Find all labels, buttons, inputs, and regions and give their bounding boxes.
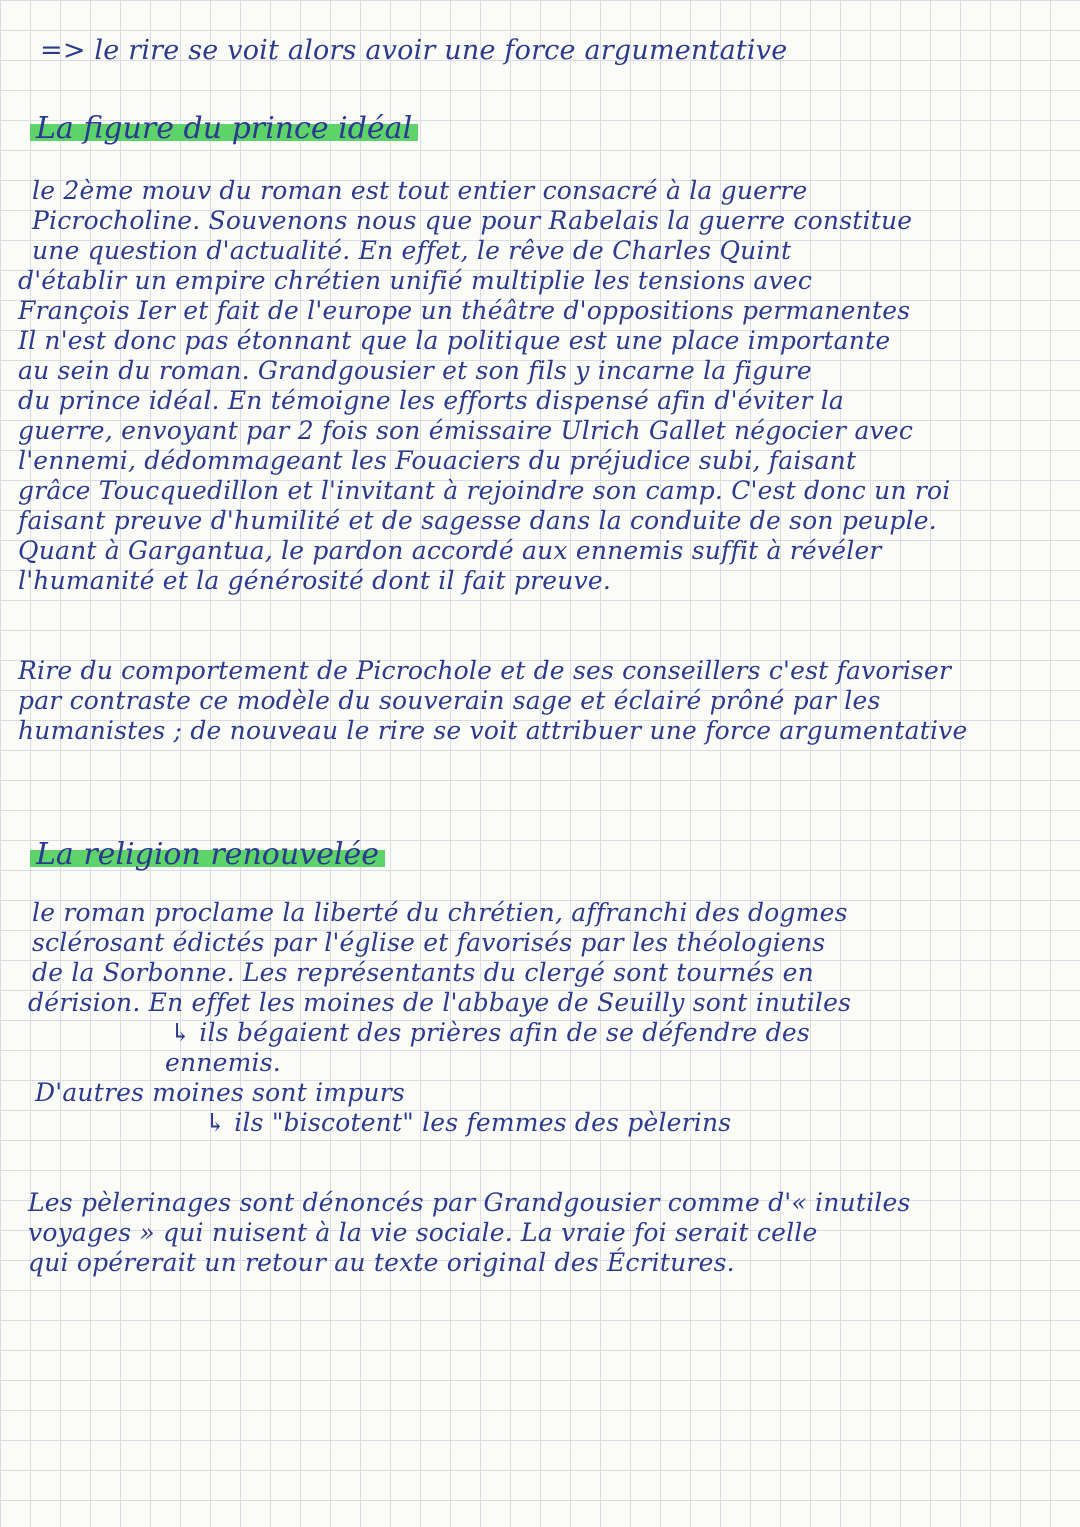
section-title-prince: La figure du prince idéal: [30, 112, 418, 146]
text-line: grâce Toucquedillon et l'invitant à rejoindre son camp. C'est donc un roi: [18, 476, 951, 505]
text-line: par contraste ce modèle du souverain sage et éclairé prôné par les: [18, 686, 881, 715]
text-line: le roman proclame la liberté du chrétien, affranchi des dogmes: [32, 898, 848, 927]
section2-sub2: ↳ ils "biscotent" les femmes des pèlerins: [205, 1108, 732, 1137]
text-line: l'humanité et la générosité dont il fait preuve.: [18, 566, 612, 595]
text-line: Rire du comportement de Picrochole et de ses conseillers c'est favoriser: [18, 656, 952, 685]
text-line: une question d'actualité. En effet, le rêve de Charles Quint: [32, 236, 792, 265]
text-line: de la Sorbonne. Les représentants du clergé sont tournés en: [32, 958, 814, 987]
text-line: guerre, envoyant par 2 fois son émissaire Ulrich Gallet négocier avec: [18, 416, 914, 445]
text-line: Picrocholine. Souvenons nous que pour Rabelais la guerre constitue: [32, 206, 913, 235]
text-line: Quant à Gargantua, le pardon accordé aux ennemis suffit à révéler: [18, 536, 882, 565]
text-line: au sein du roman. Grandgousier et son fils y incarne la figure: [18, 356, 812, 385]
text-line: le 2ème mouv du roman est tout entier consacré à la guerre: [32, 176, 808, 205]
intro-line: => le rire se voit alors avoir une force argumentative: [40, 35, 788, 66]
text-line: d'établir un empire chrétien unifié multiplie les tensions avec: [18, 266, 813, 295]
text-line: dérision. En effet les moines de l'abbaye de Seuilly sont inutiles: [28, 988, 852, 1017]
text-line: qui opérerait un retour au texte original des Écritures.: [28, 1248, 735, 1277]
text-line: faisant preuve d'humilité et de sagesse dans la conduite de son peuple.: [18, 506, 937, 535]
text-line: ennemis.: [165, 1048, 281, 1077]
text-line: sclérosant édictés par l'église et favorisés par les théologiens: [32, 928, 826, 957]
section-title-religion: La religion renouvelée: [30, 838, 385, 872]
text-line: voyages » qui nuisent à la vie sociale. La vraie foi serait celle: [28, 1218, 818, 1247]
section2-paragraph2: D'autres moines sont impurs: [35, 1078, 405, 1107]
text-line: François Ier et fait de l'europe un théâtre d'oppositions permanentes: [18, 296, 911, 325]
text-line: l'ennemi, dédommageant les Fouaciers du préjudice subi, faisant: [18, 446, 857, 475]
text-line: Il n'est donc pas étonnant que la politique est une place importante: [18, 326, 891, 355]
text-line: Les pèlerinages sont dénoncés par Grandgousier comme d'« inutiles: [28, 1188, 911, 1217]
text-line: humanistes ; de nouveau le rire se voit attribuer une force argumentative: [18, 716, 968, 745]
text-line: ↳ ils bégaient des prières afin de se défendre des: [170, 1018, 810, 1047]
text-line: du prince idéal. En témoigne les efforts dispensé afin d'éviter la: [18, 386, 844, 415]
